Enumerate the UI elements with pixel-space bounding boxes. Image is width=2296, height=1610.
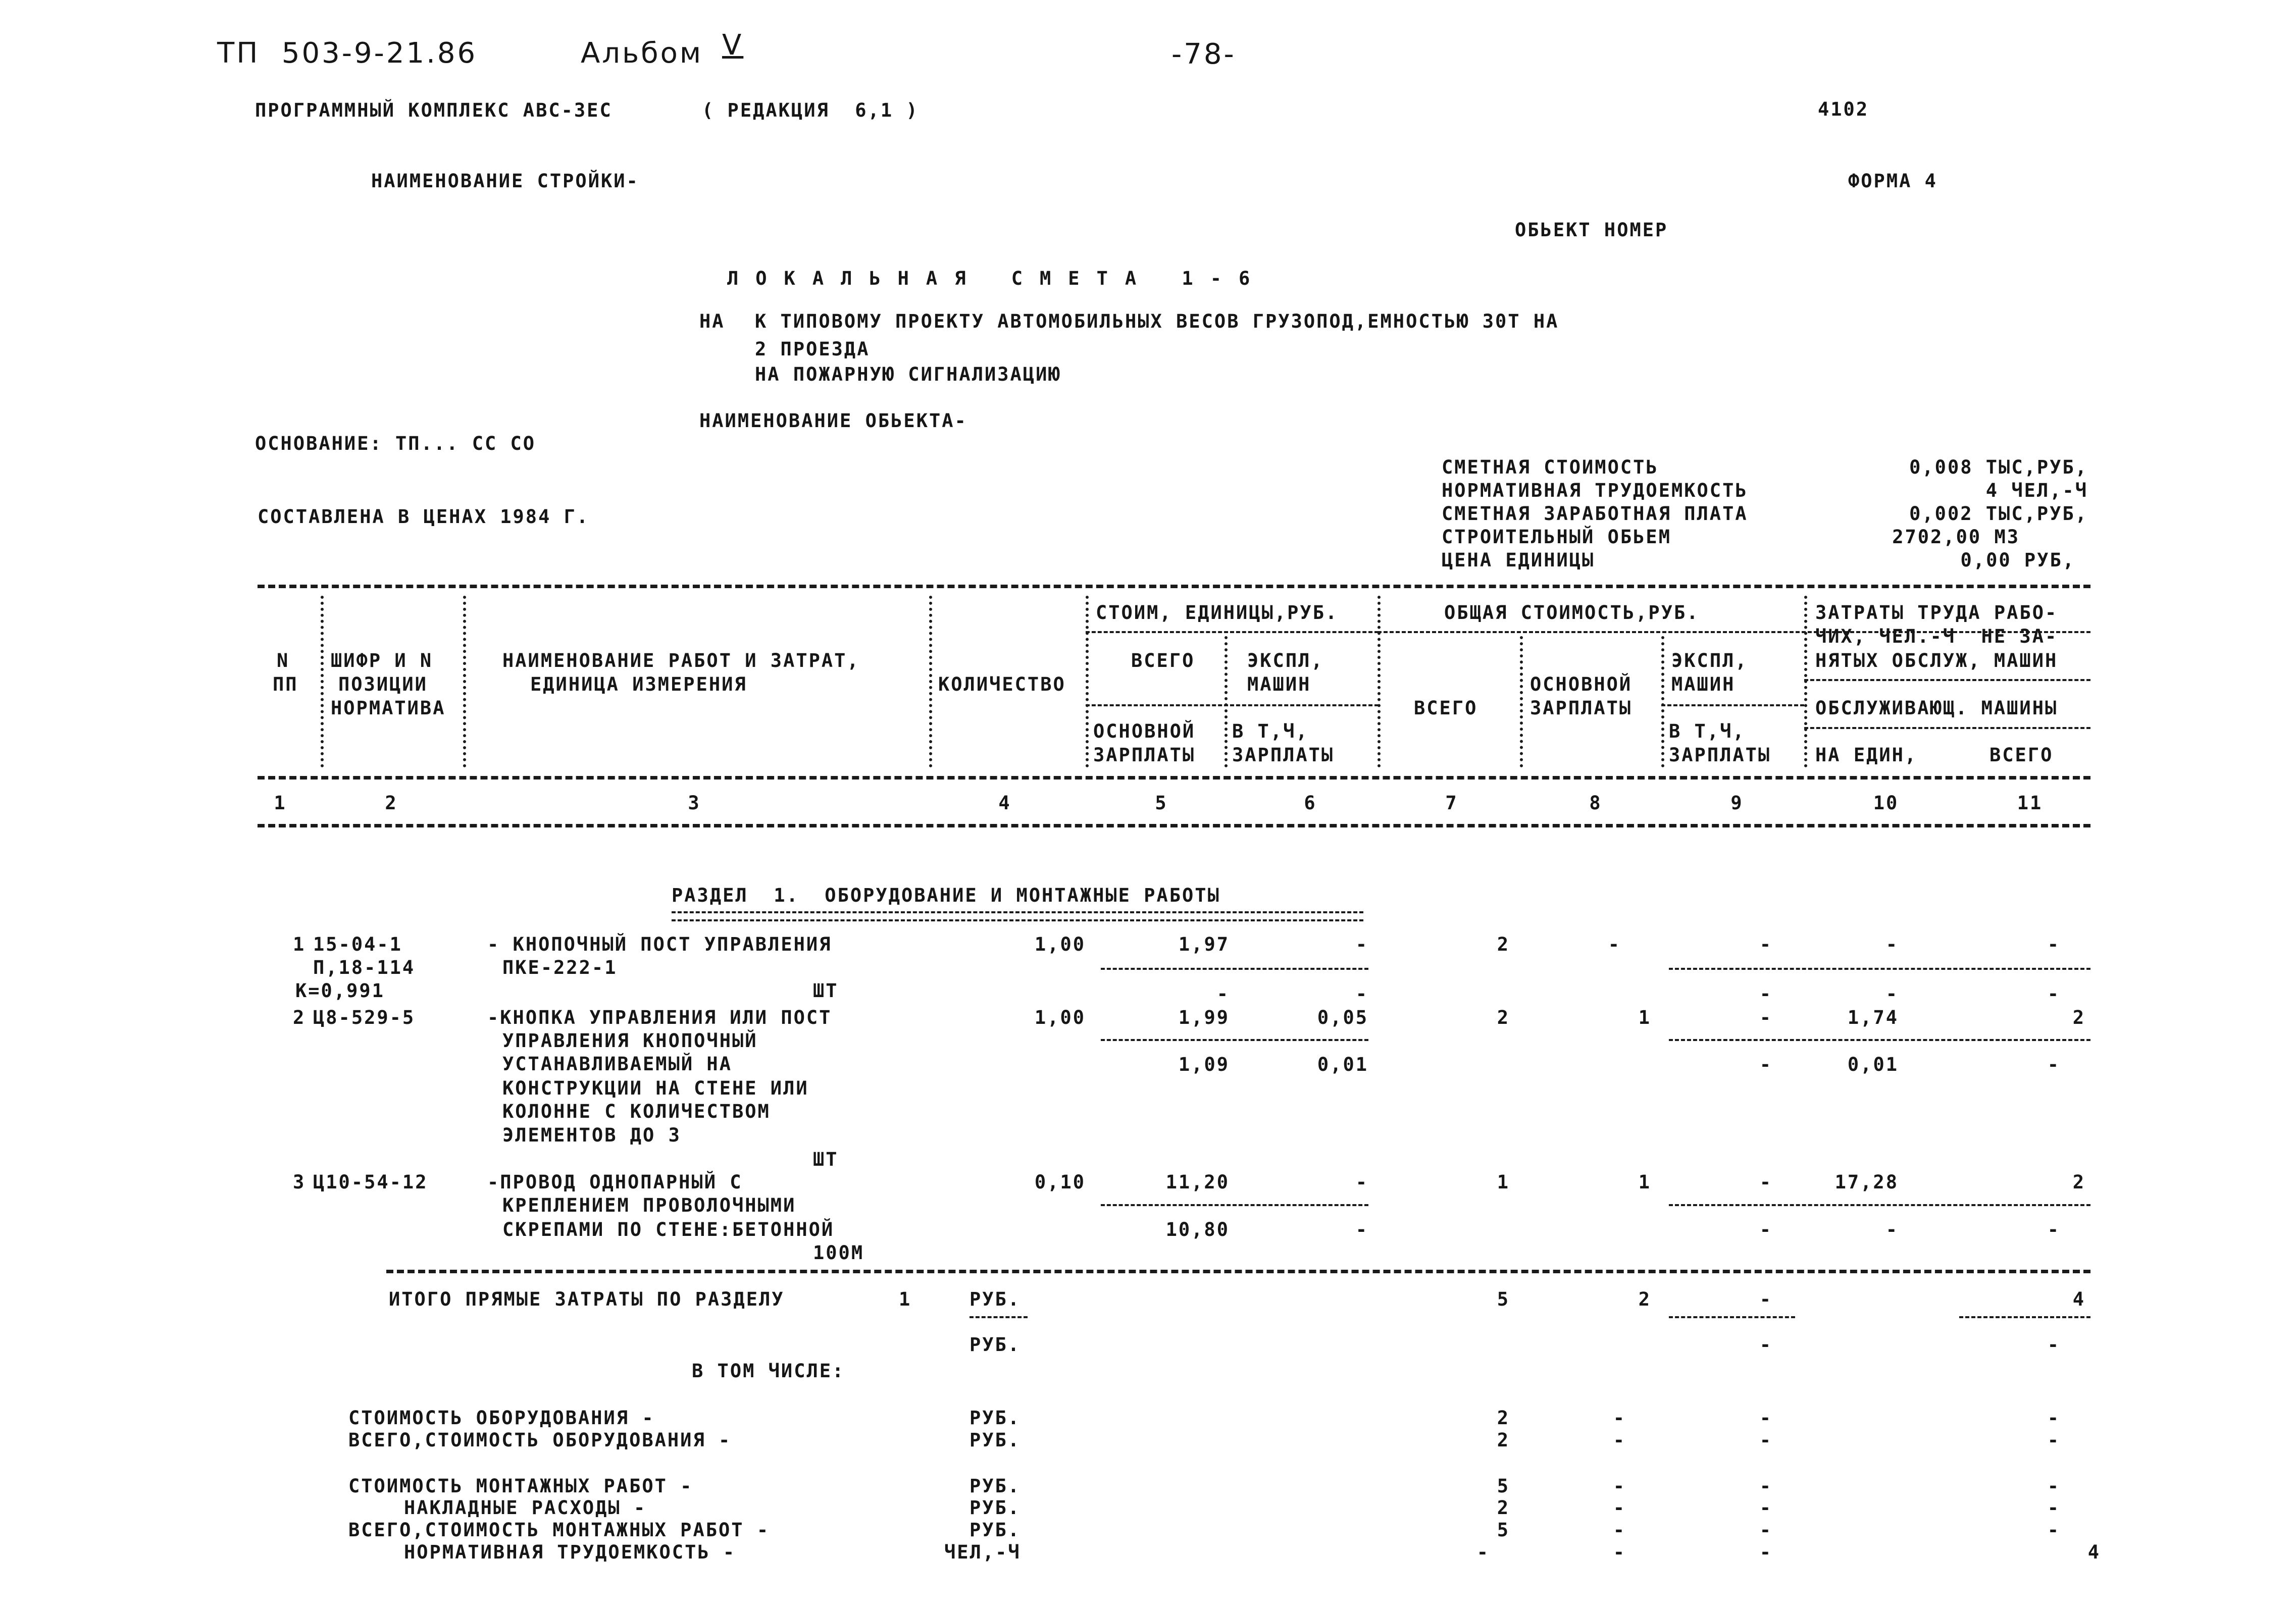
- object-number: ОБЬЕКТ НОМЕР: [1515, 219, 1668, 241]
- col-number: 3: [688, 792, 701, 814]
- cell-expl: -: [1759, 1007, 1772, 1028]
- cell-basic-wage: 1: [1638, 1007, 1651, 1028]
- cell-labor-unit: 17,28: [1834, 1171, 1899, 1193]
- col-number: 6: [1304, 792, 1317, 814]
- total-line-expl: -: [1759, 1475, 1772, 1497]
- total-line-wage: -: [1613, 1407, 1626, 1429]
- row-code: К=0,991: [295, 980, 385, 1002]
- subject-line-2: 2 ПРОЕЗДА: [755, 338, 870, 360]
- total-line-total: 5: [1497, 1519, 1510, 1541]
- column-separator: [1224, 636, 1228, 767]
- summary-label: СТРОИТЕЛЬНЫЙ ОБЬЕМ: [1442, 526, 1671, 548]
- sheet-number: 4102: [1818, 98, 1869, 120]
- col-number: 5: [1155, 792, 1168, 814]
- row-number: 2: [293, 1007, 306, 1028]
- summary-value: 2702,00 М3: [1892, 526, 2020, 548]
- col-unit-cost-header: СТОИМ, ЕДИНИЦЫ,РУБ.: [1096, 602, 1339, 624]
- row-unit: ШТ: [813, 1149, 839, 1170]
- cell-unit-expl: -: [1355, 1171, 1368, 1193]
- cell-labor-total: 2: [2072, 1007, 2085, 1028]
- total-line-wage: -: [1613, 1475, 1626, 1497]
- total-line-label: ВСЕГО,СТОИМОСТЬ ОБОРУДОВАНИЯ -: [348, 1429, 732, 1451]
- total-line-unit: РУБ.: [970, 1519, 1021, 1541]
- col-labor-header: ЧИХ, ЧЕЛ.-Ч НЕ ЗА-: [1815, 626, 2058, 647]
- col-number: 2: [385, 792, 398, 814]
- col-number: 8: [1589, 792, 1602, 814]
- row-name: СКРЕПАМИ ПО СТЕНЕ:БЕТОННОЙ: [502, 1219, 835, 1240]
- col-6-header: МАШИН: [1247, 673, 1311, 695]
- summary-value: 0,008 ТЫС,РУБ,: [1909, 456, 2088, 478]
- direct-total: 5: [1497, 1288, 1510, 1310]
- cell-unit-expl: 0,05: [1317, 1007, 1368, 1028]
- total-line-label: НОРМАТИВНАЯ ТРУДОЕМКОСТЬ -: [404, 1541, 736, 1563]
- total-line-labor: -: [2047, 1407, 2060, 1429]
- cell-labor-unit: 1,74: [1847, 1007, 1899, 1028]
- summary-label: ЦЕНА ЕДИНИЦЫ: [1442, 549, 1595, 571]
- document-code: ТП 503-9-21.86: [217, 37, 478, 70]
- header-bottom-rule: [258, 776, 2090, 780]
- header-rule: [1804, 727, 2090, 729]
- direct-expl: -: [1759, 1288, 1772, 1310]
- section-title: РАЗДЕЛ 1. ОБОРУДОВАНИЕ И МОНТАЖНЫЕ РАБОТЫ: [672, 885, 1220, 906]
- col-9-header: ЭКСПЛ,: [1671, 650, 1748, 671]
- row-qty: 1,00: [1034, 1007, 1086, 1028]
- col-n-header: N: [277, 650, 290, 671]
- row-name: КОЛОННЕ С КОЛИЧЕСТВОМ: [502, 1101, 771, 1122]
- col-code-header: ШИФР И N: [331, 650, 433, 671]
- cell-rule: [1669, 1316, 1795, 1318]
- row-name: -ПРОВОД ОДНОПАРНЫЙ С: [487, 1171, 743, 1193]
- col-labor-header: ОБСЛУЖИВАЮЩ. МАШИНЫ: [1815, 697, 2058, 719]
- direct-expl-wage: -: [1759, 1334, 1772, 1356]
- col-9-header: В Т,Ч,: [1669, 720, 1746, 742]
- cell-expl: -: [1759, 933, 1772, 955]
- column-numbers-rule: [258, 824, 2090, 827]
- col-code-header: НОРМАТИВА: [331, 697, 446, 719]
- total-line-unit: РУБ.: [970, 1407, 1021, 1429]
- basis: ОСНОВАНИЕ: ТП... СС СО: [255, 433, 536, 454]
- row-code: 15-04-1: [313, 933, 402, 955]
- total-line-label: СТОИМОСТЬ ОБОРУДОВАНИЯ -: [348, 1407, 655, 1429]
- direct-costs-label: ИТОГО ПРЯМЫЕ ЗАТРАТЫ ПО РАЗДЕЛУ: [389, 1288, 785, 1310]
- row-number: 1: [293, 933, 306, 955]
- cell-unit-total: 1,99: [1178, 1007, 1230, 1028]
- summary-label: СМЕТНАЯ СТОИМОСТЬ: [1442, 456, 1659, 478]
- col-8-header: ОСНОВНОЙ: [1530, 673, 1632, 695]
- total-line-total: 5: [1497, 1475, 1510, 1497]
- header-rule: [1661, 704, 1804, 706]
- cell-rule: [1669, 968, 2090, 970]
- total-line-unit: РУБ.: [970, 1497, 1021, 1519]
- total-line-unit: ЧЕЛ,-Ч: [944, 1541, 1021, 1563]
- col-name-header: НАИМЕНОВАНИЕ РАБОТ И ЗАТРАТ,: [502, 650, 860, 671]
- column-separator: [1086, 596, 1089, 767]
- cell-unit-basic: 1,09: [1178, 1054, 1230, 1075]
- row-name: - КНОПОЧНЫЙ ПОСТ УПРАВЛЕНИЯ: [487, 933, 832, 955]
- cell-labor-unit: -: [1885, 983, 1899, 1005]
- cell-labor-unit: -: [1885, 1219, 1899, 1240]
- col-8-header: ЗАРПЛАТЫ: [1530, 697, 1632, 719]
- row-code: Ц10-54-12: [313, 1171, 428, 1193]
- cell-unit-incl: -: [1355, 1219, 1368, 1240]
- direct-labor: 4: [2072, 1288, 2085, 1310]
- col-labor-header: ЗАТРАТЫ ТРУДА РАБО-: [1815, 602, 2058, 624]
- construction-name: НАИМЕНОВАНИЕ СТРОЙКИ-: [371, 170, 639, 192]
- row-name: УСТАНАВЛИВАЕМЫЙ НА: [502, 1053, 732, 1075]
- total-line-expl: -: [1759, 1407, 1772, 1429]
- subject-prefix: НА: [699, 310, 725, 332]
- cell-labor-unit: 0,01: [1847, 1054, 1899, 1075]
- col-9-header: ЗАРПЛАТЫ: [1669, 744, 1771, 766]
- unit-rule: [970, 1316, 1028, 1318]
- subject-line-1: К ТИПОВОМУ ПРОЕКТУ АВТОМОБИЛЬНЫХ ВЕСОВ ГРУЗОПОД,ЕМНОСТЬЮ 30Т НА: [755, 310, 1559, 332]
- direct-basic-wage: 2: [1638, 1288, 1651, 1310]
- object-name: НАИМЕНОВАНИЕ ОБЬЕКТА-: [699, 410, 967, 432]
- row-name: ЭЛЕМЕНТОВ ДО 3: [502, 1124, 681, 1146]
- including-label: В ТОМ ЧИСЛЕ:: [692, 1360, 845, 1382]
- column-separator: [463, 596, 466, 767]
- row-number: 3: [293, 1171, 306, 1193]
- cell-unit-total: 1,97: [1178, 933, 1230, 955]
- total-line-label: ВСЕГО,СТОИМОСТЬ МОНТАЖНЫХ РАБОТ -: [348, 1519, 770, 1541]
- col-6-header: ЗАРПЛАТЫ: [1232, 744, 1335, 766]
- col-total-cost-header: ОБЩАЯ СТОИМОСТЬ,РУБ.: [1444, 602, 1700, 624]
- summary-value: 0,002 ТЫС,РУБ,: [1909, 503, 2088, 525]
- col-7-header: ВСЕГО: [1414, 697, 1478, 719]
- total-line-total: -: [1476, 1541, 1490, 1563]
- row-unit: ШТ: [813, 980, 839, 1002]
- col-code-header: ПОЗИЦИИ: [338, 673, 428, 695]
- cell-rule: [1669, 1039, 2090, 1041]
- summary-label: НОРМАТИВНАЯ ТРУДОЕМКОСТЬ: [1442, 480, 1748, 501]
- cell-labor-total: -: [2047, 1054, 2060, 1075]
- cell-labor-total: -: [2047, 983, 2060, 1005]
- cell-labor-total: -: [2047, 1219, 2060, 1240]
- col-labor-header: НЯТЫХ ОБСЛУЖ, МАШИН: [1815, 650, 2058, 671]
- col-6-header: ЭКСПЛ,: [1247, 650, 1324, 671]
- total-line-label: СТОИМОСТЬ МОНТАЖНЫХ РАБОТ -: [348, 1475, 693, 1497]
- estimate-title: ЛОКАЛЬНАЯ СМЕТА 1-6: [727, 268, 1267, 289]
- cell-total: 2: [1497, 1007, 1510, 1028]
- row-name: УПРАВЛЕНИЯ КНОПОЧНЫЙ: [502, 1030, 758, 1052]
- cell-unit-basic: -: [1216, 983, 1230, 1005]
- form-number: ФОРМА 4: [1848, 170, 1937, 192]
- col-5-header: ОСНОВНОЙ: [1093, 720, 1196, 742]
- col-11-header: ВСЕГО: [1989, 744, 2054, 766]
- total-line-total: 2: [1497, 1407, 1510, 1429]
- album-label: Альбом: [581, 37, 703, 70]
- cell-unit-total: 11,20: [1165, 1171, 1230, 1193]
- col-number: 10: [1873, 792, 1899, 814]
- summary-value: 0,00 РУБ,: [1960, 549, 2075, 571]
- col-number: 1: [274, 792, 287, 814]
- cell-basic-wage: -: [1608, 933, 1621, 955]
- total-line-total: 2: [1497, 1429, 1510, 1451]
- col-qty-header: КОЛИЧЕСТВО: [938, 673, 1066, 695]
- cell-unit-expl: -: [1355, 933, 1368, 955]
- album-number: V: [722, 29, 744, 62]
- total-line-labor: -: [2047, 1475, 2060, 1497]
- total-line-labor: -: [2047, 1519, 2060, 1541]
- summary-value: 4 ЧЕЛ,-Ч: [1985, 480, 2088, 501]
- cell-total: 1: [1497, 1171, 1510, 1193]
- cell-basic-wage: 1: [1638, 1171, 1651, 1193]
- col-number: 7: [1445, 792, 1458, 814]
- direct-costs-unit: РУБ.: [970, 1334, 1021, 1356]
- total-line-wage: -: [1613, 1519, 1626, 1541]
- section-total-rule: [386, 1270, 2090, 1273]
- cell-labor-total: -: [2047, 933, 2060, 955]
- row-unit: 100М: [813, 1242, 864, 1264]
- column-separator: [929, 596, 932, 767]
- summary-label: СМЕТНАЯ ЗАРАБОТНАЯ ПЛАТА: [1442, 503, 1748, 525]
- cell-labor-total: 2: [2072, 1171, 2085, 1193]
- column-separator: [321, 596, 324, 767]
- row-code: П,18-114: [313, 957, 416, 978]
- row-name: КОНСТРУКЦИИ НА СТЕНЕ ИЛИ: [502, 1077, 809, 1099]
- total-line-total: 2: [1497, 1497, 1510, 1519]
- cell-rule: [1669, 1204, 2090, 1206]
- total-line-labor: -: [2047, 1497, 2060, 1519]
- row-name: КРЕПЛЕНИЕМ ПРОВОЛОЧНЫМИ: [502, 1194, 796, 1216]
- total-line-expl: -: [1759, 1429, 1772, 1451]
- col-number: 4: [998, 792, 1011, 814]
- cell-expl-wage: -: [1759, 1054, 1772, 1075]
- total-line-labor: 4: [2087, 1541, 2101, 1563]
- total-line-wage: -: [1613, 1541, 1626, 1563]
- direct-costs-unit: РУБ.: [970, 1288, 1021, 1310]
- col-9-header: МАШИН: [1671, 673, 1736, 695]
- cell-labor-unit: -: [1885, 933, 1899, 955]
- cell-rule: [1959, 1316, 2090, 1318]
- total-line-labor: -: [2047, 1429, 2060, 1451]
- total-line-expl: -: [1759, 1497, 1772, 1519]
- total-line-wage: -: [1613, 1497, 1626, 1519]
- col-10-header: НА ЕДИН,: [1815, 744, 1918, 766]
- header-rule: [1086, 631, 1379, 633]
- direct-costs-section: 1: [899, 1288, 912, 1310]
- col-pp-header: ПП: [273, 673, 298, 695]
- row-qty: 1,00: [1034, 933, 1086, 955]
- cell-expl-wage: -: [1759, 983, 1772, 1005]
- direct-labor: -: [2047, 1334, 2060, 1356]
- header-rule: [1804, 679, 2090, 681]
- cell-total: 2: [1497, 933, 1510, 955]
- cell-unit-incl: -: [1355, 983, 1368, 1005]
- col-5-header: ВСЕГО: [1131, 650, 1195, 671]
- section-underline: [672, 911, 1363, 921]
- row-name: ПКЕ-222-1: [502, 957, 618, 978]
- header-rule: [1086, 704, 1379, 706]
- col-6-header: В Т,Ч,: [1232, 720, 1309, 742]
- subject-line-3: НА ПОЖАРНУЮ СИГНАЛИЗАЦИЮ: [755, 363, 1061, 385]
- cell-rule: [1101, 968, 1368, 970]
- program-name: ПРОГРАММНЫЙ КОМПЛЕКС АВС-3ЕС: [255, 99, 613, 121]
- col-5-header: ЗАРПЛАТЫ: [1093, 744, 1196, 766]
- col-number: 11: [2017, 792, 2043, 814]
- table-top-rule: [258, 585, 2090, 588]
- total-line-expl: -: [1759, 1541, 1772, 1563]
- row-qty: 0,10: [1034, 1171, 1086, 1193]
- total-line-wage: -: [1613, 1429, 1626, 1451]
- total-line-expl: -: [1759, 1519, 1772, 1541]
- col-number: 9: [1730, 792, 1744, 814]
- column-separator: [1520, 636, 1523, 767]
- cell-expl-wage: -: [1759, 1219, 1772, 1240]
- cell-unit-basic: 10,80: [1165, 1219, 1230, 1240]
- page-number: -78-: [1171, 38, 1236, 71]
- program-edition: ( РЕДАКЦИЯ 6,1 ): [702, 99, 919, 121]
- total-line-unit: РУБ.: [970, 1475, 1021, 1497]
- cell-expl: -: [1759, 1171, 1772, 1193]
- row-code: Ц8-529-5: [313, 1007, 416, 1028]
- price-level: СОСТАВЛЕНА В ЦЕНАХ 1984 Г.: [258, 506, 590, 528]
- total-line-label: НАКЛАДНЫЕ РАСХОДЫ -: [404, 1497, 647, 1519]
- col-name-header: ЕДИНИЦА ИЗМЕРЕНИЯ: [530, 673, 747, 695]
- total-line-unit: РУБ.: [970, 1429, 1021, 1451]
- cell-rule: [1101, 1204, 1368, 1206]
- column-separator: [1661, 636, 1664, 767]
- column-separator: [1804, 596, 1807, 767]
- column-separator: [1377, 596, 1381, 767]
- cell-unit-incl: 0,01: [1317, 1054, 1368, 1075]
- row-name: -КНОПКА УПРАВЛЕНИЯ ИЛИ ПОСТ: [487, 1007, 832, 1028]
- cell-rule: [1101, 1039, 1368, 1041]
